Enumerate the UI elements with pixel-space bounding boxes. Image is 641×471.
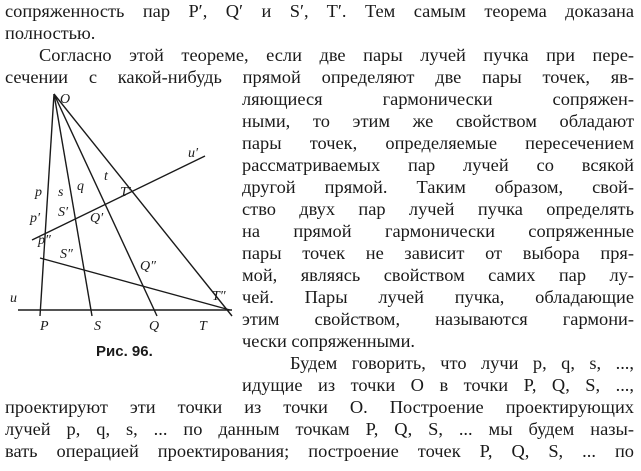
label-s-ray: s [58,185,64,200]
text-line-3: Согласно этой теореме, если две пары лучей пучка при пере- [39,45,634,65]
label-S-dbl: S″ [60,247,73,262]
text-line-11: на прямой гармонически сопряженные [242,221,634,241]
text-line-12: пары точек не зависит от выбора пря- [242,243,634,263]
label-T-prime: T′ [120,185,131,200]
label-u-prime: u′ [188,146,199,161]
label-t-ray: t [104,169,108,184]
text-line-15: этим свойством, называются гармони- [242,309,634,329]
label-Q: Q [149,319,160,334]
text-line-8: рассматриваемых пар лучей со всякой [242,155,634,175]
ray-p [40,94,54,316]
text-line-9: другой прямой. Таким образом, свой- [242,177,634,197]
label-S: S [94,319,101,334]
text-line-2: полностью. [5,23,96,43]
text-line-5: ляющиеся гармонически сопряжен- [242,89,634,109]
text-line-1: сопряженность пар P′, Q′ и S′, T′. Тем самым теорема доказана [5,1,634,21]
label-u: u [10,291,17,306]
text-line-10: ство двух пар лучей пучка определять [242,199,634,219]
label-P: P [40,319,49,334]
text-line-20: лучей p, q, s, ... по данным точкам P, Q, S, ... мы будем назы- [5,419,634,439]
text-line-7: пары точек, определяемые пересечением [242,133,634,153]
text-line-19: проектируют эти точки из точки O. Построение проектирующих [5,397,634,417]
label-p-dbl: p″ [38,233,51,248]
line-u-dbl [40,258,230,310]
label-S-prime: S′ [58,205,69,220]
text-line-17: Будем говорить, что лучи p, q, s, ..., [290,353,634,373]
text-line-16: чески сопряженными. [242,331,416,351]
ray-t [54,94,232,316]
text-line-6: ными, то этим же свойством обладают [242,111,634,131]
text-line-13: мой, являясь свойством самих пар лу- [242,265,634,285]
label-T: T [199,319,207,334]
figure-96 [0,88,235,338]
label-O: O [60,92,71,107]
figure-caption: Рис. 96. [96,343,153,360]
text-line-18: идущие из точки O в точки P, Q, S, ..., [242,375,634,395]
label-p-prime: p′ [30,211,41,226]
text-line-4: сечении с какой-нибудь прямой определяют две пары точек, яв- [5,67,634,87]
text-line-14: чей. Пары лучей пучка, обладающие [242,287,634,307]
label-Q-dbl: Q″ [140,259,156,274]
label-p-ray: p [35,185,42,200]
label-Q-prime: Q′ [90,211,104,226]
text-line-21: вать операцией проектирования; построение точек P, Q, S, ... по [5,441,634,461]
label-q-ray: q [77,179,84,194]
label-T-dbl: T″ [212,289,226,304]
